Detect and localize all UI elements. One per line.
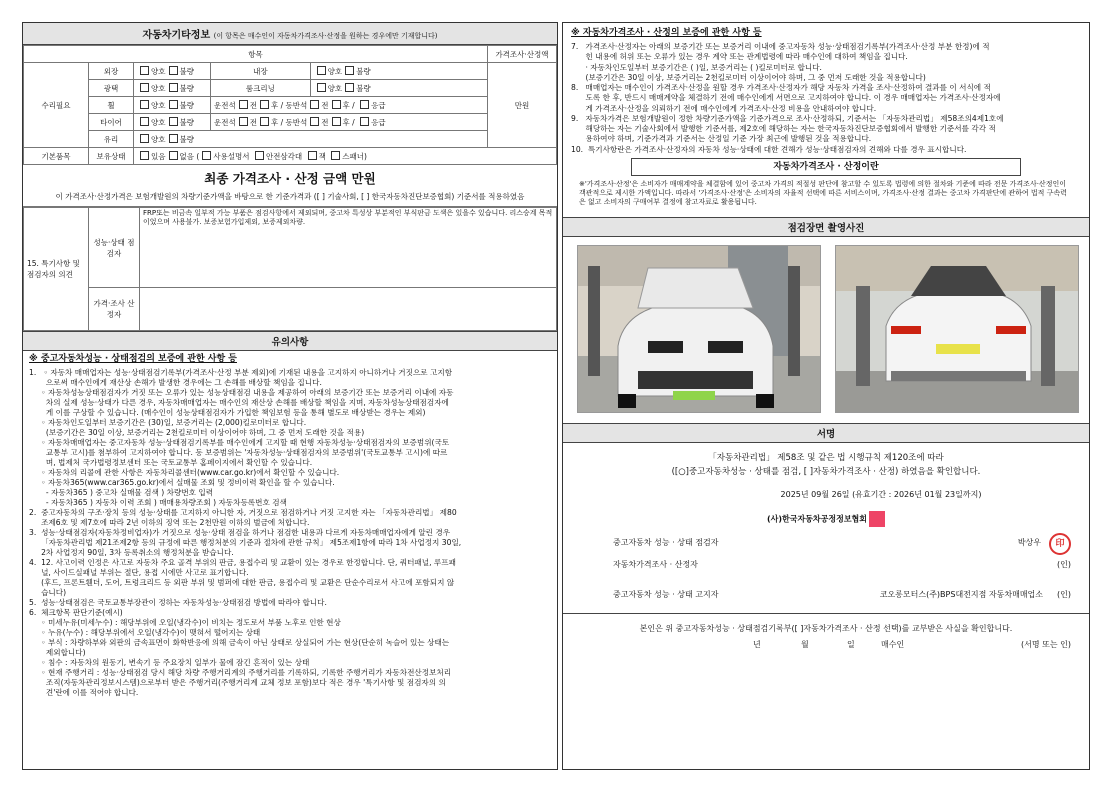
inspector-text: FRP또는 비금속 일부적 가능 부품은 점검사항에서 제외되며, 중고차 특성상 부분적인 부식판금 도색은 있을수 있습니다. 리스승계 목적이었으며 사용불가. 보증보험가입제외, 보증제외차량. bbox=[140, 208, 557, 288]
checkbox[interactable] bbox=[332, 100, 341, 109]
basic-have: 있음 bbox=[151, 151, 166, 161]
guarantee-line: 9. 자동차가격은 보험개발원이 정한 차량기준가액을 기준가격으로 조사·산정하되, 기준서는 「자동차관리법」 제58조의4제1호에 bbox=[571, 113, 1004, 123]
checkbox[interactable] bbox=[140, 134, 149, 143]
org-stamp-icon bbox=[869, 511, 885, 527]
front-label: 전 bbox=[321, 117, 329, 127]
row-tire: 타이어 bbox=[89, 114, 134, 131]
notifier-seal: (인) bbox=[1057, 590, 1071, 600]
basic-spanner: 스패너 bbox=[342, 151, 364, 161]
passenger-label: 동반석 bbox=[285, 100, 308, 110]
opt-good: 양호 bbox=[151, 117, 166, 127]
caution-line: ◦ 자동차인도일부터 보증기간은 (30)일, 보증거리는 (2,000)킬로미터로 합니다. bbox=[29, 417, 307, 427]
buyer-sign: (서명 또는 인) bbox=[1021, 640, 1071, 650]
front-car-photo bbox=[577, 245, 821, 413]
sign-section bbox=[563, 443, 1089, 673]
inspector-row bbox=[613, 537, 1071, 548]
guarantee-line: 10. 특기사항란은 가격조사·산정자의 자동차 성능·상태에 대한 견해가 성능·상태점검자의 견해와 다를 경우 표시합니다. bbox=[571, 144, 967, 154]
opt-good: 양호 bbox=[151, 100, 166, 110]
caution-line: 교통부 고시)를 첨부하여 고지하여야 합니다. 동 보증범위는 '자동차성능·상태점검자의 보증범위'(국토교통부 고시)에 따르 bbox=[29, 448, 448, 457]
caution-line: 5. 성능·상태점검은 국토교통부장관이 정하는 자동차성능·상태점검 방법에 따라야 합니다. bbox=[29, 598, 327, 608]
opt-bad: 불량 bbox=[356, 83, 371, 93]
checkbox[interactable] bbox=[239, 100, 248, 109]
caution-lines bbox=[29, 368, 551, 699]
caution-line: 며, 법제처 국가법령정보센터 또는 국토교통부 홈페이지에서 확인할 수 있습니다. bbox=[29, 458, 313, 468]
front-car-image bbox=[578, 246, 820, 412]
emergency-label: 응급 bbox=[371, 117, 386, 127]
checkbox[interactable] bbox=[169, 117, 178, 126]
rear-label: 후 bbox=[342, 117, 350, 127]
checkbox[interactable] bbox=[169, 151, 178, 160]
inspector-label: 성능·상태 점검자 bbox=[89, 208, 140, 288]
role-appraiser: 자동차가격조사 · 산정자 bbox=[613, 560, 698, 570]
final-price-block bbox=[23, 165, 557, 207]
guarantee-line: 용하여야 하며, 기준가격과 기준서는 산정일 기준 가장 최근에 발행된 것을 적용합니다. bbox=[571, 134, 872, 144]
special-label: 15. 특기사항 및 점검자의 의견 bbox=[24, 208, 89, 331]
caution-line: 2차 사업정지 90일, 3차 등록취소의 행정처분을 받습니다. bbox=[29, 548, 234, 558]
checkbox[interactable] bbox=[169, 66, 178, 75]
checkbox[interactable] bbox=[360, 100, 369, 109]
passenger-label: 동반석 bbox=[285, 117, 308, 127]
opt-good: 양호 bbox=[151, 83, 166, 93]
sign-divider bbox=[563, 613, 1089, 614]
caution-line: 6. 체크항목 판단기준(예시) bbox=[29, 608, 123, 618]
other-info-title: 자동차기타정보 bbox=[142, 30, 211, 41]
row-interior: 내장 bbox=[211, 63, 311, 80]
checkbox[interactable] bbox=[317, 83, 326, 92]
caution-line: ◦ 누유(누수) : 해당부위에서 오일(냉각수)이 맺혀서 떨어지는 상태 bbox=[29, 628, 261, 638]
rear-car-photo bbox=[835, 245, 1079, 413]
rear-label: 후 bbox=[271, 117, 279, 127]
caution-header: 유의사항 bbox=[23, 331, 557, 351]
other-info-note: (이 항목은 매수인이 자동차가격조사·산정을 원하는 경우에만 기재합니다) bbox=[213, 32, 438, 40]
final-price-sub: 이 가격조사·산정가격은 보험개발원의 차량기준가액을 바탕으로 한 기준가격과 ([ ] 기술사회, [ ] 한국자동차진단보증협회) 기준서를 적용하였음 bbox=[55, 192, 525, 201]
appraiser-row bbox=[613, 559, 1071, 570]
front-label: 전 bbox=[321, 100, 329, 110]
caution-line: ◦ 자동차의 리콜에 관한 사항은 자동차리콜센터(www.car.go.kr)에서 확인할 수 있습니다. bbox=[29, 468, 340, 478]
other-info-table: 항목 가격조사·산정액 수리필요 외장 양호 불량 내장 양호 불량 만원 광택 양호 불량 룸크리닝 양호 불량 휠 양호 불량 운전석 전 후 / 동반석 전 후 / 응급 타이어 양호 불량 운전석 전 후 / 동반석 전 후 / 응급 유리 양호 불량 기본품목 보유상태 있음 없음 ( 사용설명서 안전삼각대 잭 스패너) bbox=[23, 45, 557, 165]
checkbox[interactable] bbox=[202, 151, 211, 160]
checkbox[interactable] bbox=[255, 151, 264, 160]
role-inspector: 중고자동차 성능 · 상태 점검자 bbox=[613, 538, 719, 548]
buyer-label: 매수인 bbox=[881, 640, 905, 650]
col-item-header: 항목 bbox=[24, 46, 488, 63]
opt-good: 양호 bbox=[327, 66, 343, 76]
appraiser-text bbox=[140, 288, 557, 331]
caution-line: ◦ 침수 : 자동차의 원동기, 변속기 등 주요장치 일부가 물에 잠긴 흔적이 있는 상태 bbox=[29, 658, 310, 668]
opt-bad: 불량 bbox=[356, 66, 371, 76]
price-guarantee-section bbox=[563, 23, 1089, 217]
sign-line1: 「자동차관리법」 제58조 및 같은 법 시행규칙 제120조에 따라 bbox=[708, 453, 944, 464]
guarantee-line: 해당하는 자는 기술사회에서 발행한 기준서를, 제2호에 해당하는 자는 한국자동차진단보증협회에서 발행한 기준서를 각각 적 bbox=[571, 124, 996, 134]
checkbox[interactable] bbox=[140, 66, 149, 75]
checkbox[interactable] bbox=[345, 83, 354, 92]
opt-bad: 불량 bbox=[179, 134, 194, 144]
caution-line: 「자동차관리법 제21조제2항 등의 규정에 따른 행정처분의 기준과 절차에 관한 규칙」 제5조제1항에 따라 1차 사업정지 30일, bbox=[29, 538, 462, 548]
caution-line: - 자동차365 ) 자동차 이력 조회 ) 매매용차량조회 ) 자동차등록번호 검색 bbox=[29, 498, 287, 508]
final-price-title: 최종 가격조사 · 산정 금액 만원 bbox=[204, 171, 376, 186]
caution-line: ◦ 자동차매매업자는 중고자동차 성능·상태점검기록부를 매수인에게 고지할 때 현행 자동차성능·상태점검자의 보증범위(국토 bbox=[29, 437, 450, 447]
caution-line: ◦ 부식 : 차량하부와 외판의 금속표면이 화학반응에 의해 금속이 아닌 상태로 상실되어 가는 현상(단순히 녹슬어 있는 상태는 bbox=[29, 638, 450, 648]
guarantee-line: (보증기간은 30일 이상, 보증거리는 2천킬로미터 이상이어야 하며, 그 중 먼저 도래한 것을 적용합니다) bbox=[571, 72, 926, 82]
opt-good: 양호 bbox=[327, 83, 343, 93]
basic-status: 보유상태 bbox=[89, 148, 134, 165]
checkbox[interactable] bbox=[140, 151, 149, 160]
row-room-clean: 룸크리닝 bbox=[211, 80, 311, 97]
row-glass: 유리 bbox=[89, 131, 134, 148]
special-notes-table bbox=[23, 207, 557, 331]
checkbox[interactable] bbox=[239, 117, 248, 126]
caution-line: 게 이를 구상할 수 있습니다. (매수인이 성능상태점검자가 가입한 책임보험 등을 통해 별도로 배상받는 경우는 제외) bbox=[29, 407, 426, 417]
driver-label: 운전석 bbox=[214, 117, 236, 127]
rear-car-image bbox=[836, 246, 1078, 412]
col-price-header: 가격조사·산정액 bbox=[488, 46, 557, 63]
checkbox[interactable] bbox=[260, 117, 269, 126]
org-name: (사)한국자동차공정정보협회 bbox=[766, 514, 868, 524]
other-info-header bbox=[23, 23, 557, 45]
sign-line2: ([○]중고자동차성능 · 상태를 점검, [ ]자동차가격조사 · 산정) 하였음을 확인합니다. bbox=[671, 467, 981, 478]
price-guarantee-heading: ※ 자동차가격조사 · 산정의 보증에 관한 사항 등 bbox=[571, 28, 762, 38]
basic-none: 없음 bbox=[179, 151, 194, 161]
row-exterior: 외장 bbox=[89, 63, 134, 80]
caution-line: ◦ 현재 주행거리 : 성능·상태점검 당시 해당 차량 주행거리계의 주행거리를 기록하되, 기록한 주행거리가 자동차전산정보처리 bbox=[29, 668, 452, 678]
opt-bad: 불량 bbox=[179, 66, 194, 76]
caution-line: 조직(자동차관리정보시스템)으로부터 받은 주행거리(주행거리계 교체 정보 포함)보다 적은 경우 '특기사항 및 점검자의 의 bbox=[29, 678, 446, 688]
caution-line: 4. 12. 사고이력 인정은 사고로 자동차 주요 골격 부위의 판금, 용접수리 및 교환이 있는 경우로 한정합니다. 단, 쿼터패널, 루프패 bbox=[29, 558, 456, 568]
checkbox[interactable] bbox=[169, 134, 178, 143]
caution-heading: ※ 중고자동차성능 · 상태점검의 보증에 관한 사항 등 bbox=[29, 354, 237, 364]
rear-label: 후 bbox=[342, 100, 350, 110]
front-label: 전 bbox=[249, 100, 257, 110]
caution-line: 제외합니다) bbox=[29, 648, 86, 658]
caution-line: ◦ 미세누유(미세누수) : 해당부위에 오일(냉각수)이 비치는 정도로서 부품 노후로 인한 현상 bbox=[29, 618, 341, 628]
month-label: 월 bbox=[801, 640, 809, 650]
basic-manual: 사용설명서 bbox=[213, 151, 250, 161]
basic-jack: 잭 bbox=[318, 151, 326, 161]
sign-header: 서명 bbox=[563, 424, 1089, 443]
caution-line: 견'란에 이를 적어야 합니다. bbox=[29, 688, 139, 698]
checkbox[interactable] bbox=[331, 151, 340, 160]
caution-line: 습니다) bbox=[29, 588, 67, 598]
driver-label: 운전석 bbox=[214, 100, 236, 110]
repair-label: 수리필요 bbox=[24, 63, 89, 148]
guarantee-line: 게 가격조사·산정을 의뢰하기 전에 매수인에게 가격조사·산정 비용을 안내하여야 합니다. bbox=[571, 103, 877, 113]
checkbox[interactable] bbox=[310, 117, 319, 126]
opt-bad: 불량 bbox=[179, 83, 194, 93]
left-column bbox=[22, 22, 558, 770]
guarantee-line: 도록 한 후, 반드시 매매계약을 체결하기 전에 매수인에게 서면으로 고지하여야 합니다. 이 경우 매매업자는 가격조사·산정자에 bbox=[571, 93, 1001, 103]
basic-triangle: 안전삼각대 bbox=[265, 151, 303, 161]
caution-line: 조제6호 및 제7호에 따라 2년 이하의 징역 또는 2천만원 이하의 벌금에 처합니다. bbox=[29, 518, 310, 528]
guarantee-line: 힌 내용에 허위 또는 오류가 있는 경우 계약 또는 관계법령에 따라 매수인에 대하여 책임을 집니다. bbox=[571, 52, 908, 62]
checkbox[interactable] bbox=[310, 100, 319, 109]
caution-line: (후드, 프론트휀더, 도어, 트렁크리드 등 외판 부위 및 범퍼에 대한 판금, 용접수리 및 교환은 단순수리로서 사고에 포함되지 않 bbox=[29, 578, 455, 588]
checkbox[interactable] bbox=[317, 66, 326, 75]
caution-line: 널, 사이드실패널 부위는 절단, 용접 시에만 사고로 표기합니다. bbox=[29, 568, 249, 578]
opt-good: 양호 bbox=[151, 134, 166, 144]
role-notifier: 중고자동차 성능 · 상태 고지자 bbox=[613, 590, 719, 600]
caution-line: ◦ 자동차365(www.car365.go.kr)에서 실매물 조회 및 정비이력 확인을 할 수 있습니다. bbox=[29, 478, 335, 488]
opt-good: 양호 bbox=[151, 66, 166, 76]
caution-line: 차의 실제 성능·상태가 다른 경우, 자동차매매업자는 매수인의 재산상 손해를 배상할 책임을 지며, 자동차성능상태점검자에 bbox=[29, 397, 449, 407]
checkbox[interactable] bbox=[169, 83, 178, 92]
caution-line: 3. 성능·상태점검자(자동차정비업자)가 거짓으로 성능·상태 점검을 하거나 점검한 내용과 다르게 자동차매매업자에게 알린 경우 bbox=[29, 528, 451, 538]
rear-label: 후 bbox=[271, 100, 279, 110]
caution-line: - 자동차365 ) 중고차 실매물 검색 ) 차량번호 입력 bbox=[29, 488, 214, 498]
guarantee-line: · 자동차인도일부터 보증기간은 ( )일, 보증거리는 ( )킬로미터로 합니다. bbox=[571, 62, 822, 72]
notifier-name: 코오롱모터스(주)BPS대전지점 자동차매매업소 bbox=[879, 590, 1043, 600]
checkbox[interactable] bbox=[140, 100, 149, 109]
photo-header: 점검장면 촬영사진 bbox=[563, 217, 1089, 237]
checkbox[interactable] bbox=[360, 117, 369, 126]
checkbox[interactable] bbox=[308, 151, 317, 160]
price-guarantee-items bbox=[571, 42, 1081, 155]
inspection-photos bbox=[563, 237, 1089, 424]
confirm-text: 본인은 위 중고자동차성능 · 상태점검기록부([ ]자동차가격조사 · 산정 선택)를 교부받은 사실을 확인합니다. bbox=[639, 624, 1013, 634]
basic-label: 기본품목 bbox=[24, 148, 89, 165]
opt-bad: 불량 bbox=[179, 117, 194, 127]
checkbox[interactable] bbox=[140, 117, 149, 126]
repair-price: 만원 bbox=[488, 63, 557, 148]
definition-text: ※'가격조사·산정'은 소비자가 매매계약을 체결함에 있어 중고차 가격의 적절성 판단에 참고할 수 있도록 법령에 의한 절차와 기준에 따라 전문 가격조사·산정인이 객관적으로 제시한 가액입니다. 따라서 '가격조사·산정'은 소비자의 자율적 선택에 따른 서비스이며, 가격조사·산정 결과는 중고차 가격판단에 관하여 법적 구속력은 없고 소비자의 구매여부 결정에 참고자료로 활용됩니다. bbox=[579, 180, 1067, 207]
sign-date: 2025년 09월 26일 (유효기간 : 2026년 01월 23일까지) bbox=[780, 490, 982, 500]
row-polish: 광택 bbox=[89, 80, 134, 97]
inspector-seal-icon: 印 bbox=[1049, 533, 1071, 555]
checkbox[interactable] bbox=[332, 117, 341, 126]
checkbox[interactable] bbox=[260, 100, 269, 109]
caution-line: (보증기간은 30일 이상, 보증거리는 2천킬로미터 이상이어야 하며, 그 중 먼저 도래한 것을 적용) bbox=[29, 427, 365, 437]
right-column bbox=[562, 22, 1090, 770]
guarantee-line: 8. 매매업자는 매수인이 가격조사·산정을 원할 경우 가격조사·산정자가 해당 자동차 가격을 조사·산정하여 결과를 이 서식에 적 bbox=[571, 83, 991, 93]
year-label: 년 bbox=[753, 640, 761, 650]
caution-line: ◦ 자동차성능상태점검자가 거짓 또는 오류가 있는 성능상태점검 내용을 제공하여 아래의 보증기간 또는 보증거리 이내에 자동 bbox=[29, 387, 454, 397]
front-label: 전 bbox=[249, 117, 257, 127]
caution-line: 1. ◦ 자동차 매매업자는 성능·상태점검기록부(가격조사·산정 부분 제외)에 기재된 내용을 고지하지 아니하거나 거짓으로 고지함 bbox=[29, 367, 453, 377]
caution-section bbox=[23, 351, 557, 701]
guarantee-line: 7. 가격조사·산정자는 아래의 보증기간 또는 보증거리 이내에 중고자동차 성능·상태점검기록부(가격조사·산정 부분 한정)에 적 bbox=[571, 42, 990, 52]
checkbox[interactable] bbox=[345, 66, 354, 75]
checkbox[interactable] bbox=[140, 83, 149, 92]
day-label: 일 bbox=[847, 640, 855, 650]
caution-line: 으로써 매수인에게 재산상 손해가 발생한 경우에는 그 손해를 배상할 책임을 집니다. bbox=[29, 377, 322, 387]
inspector-name: 박상우 bbox=[1017, 538, 1041, 548]
row-wheel: 휠 bbox=[89, 97, 134, 114]
notifier-row bbox=[613, 589, 1071, 600]
definition-title: 자동차가격조사 · 산정이란 bbox=[631, 158, 1021, 176]
org-line bbox=[563, 511, 1089, 527]
opt-bad: 불량 bbox=[179, 100, 194, 110]
appraiser-label: 가격·조사 산정자 bbox=[89, 288, 140, 331]
appraiser-seal: (인) bbox=[1057, 560, 1071, 570]
emergency-label: 응급 bbox=[371, 100, 386, 110]
caution-line: 2. 중고자동차의 구조·장치 등의 성능·상태를 고지하지 아니한 자, 거짓으로 점검하거나 거짓 고지한 자는 「자동차관리법」 제80 bbox=[29, 508, 457, 518]
checkbox[interactable] bbox=[169, 100, 178, 109]
